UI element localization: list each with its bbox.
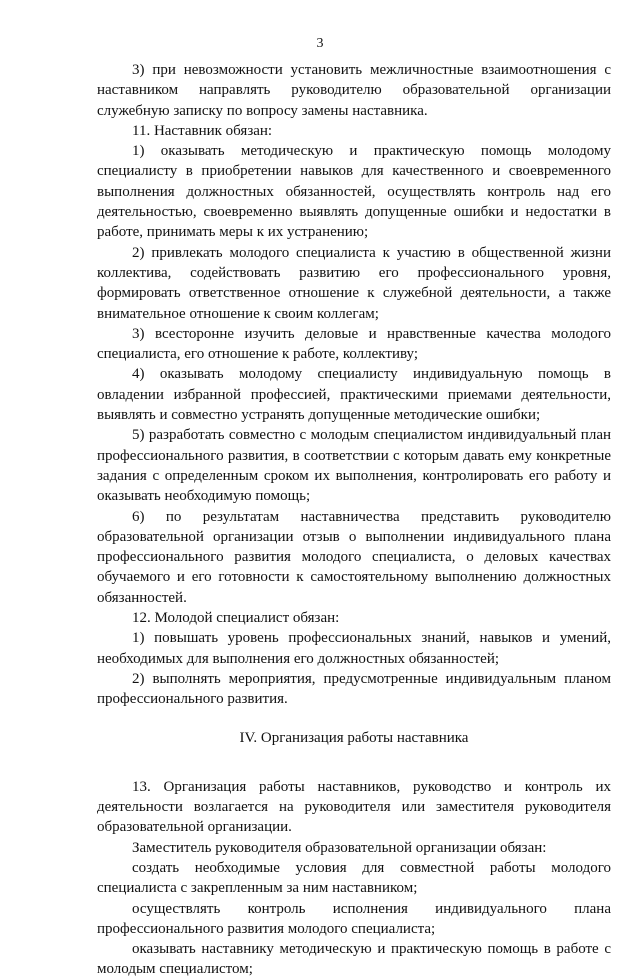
section-heading: IV. Организация работы наставника <box>239 729 469 746</box>
paragraph-11-1: 1) оказывать методическую и практическую помощь молодому специалисту в приобретении навыков для качественного и своевременного выполнения должностных обязанностей, осуществлять контроль над его деятельностью, своевременно выявлять допущенные ошибки и недостатки в работе, принимать меры к их устранению; <box>97 143 611 241</box>
paragraph-12-1: 1) повышать уровень профессиональных знаний, навыков и умений, необходимых для выполнения его должностных обязанностей; <box>97 630 611 667</box>
paragraph-12-heading: 12. Молодой специалист обязан: <box>132 610 340 627</box>
page-number: 3 <box>316 36 324 51</box>
paragraph-11-5: 5) разработать совместно с молодым специалистом индивидуальный план профессионального развития, в соответствии с которым давать ему конкретные задания с определенным сроком их выполнения, контролировать его работу и оказывать необходимую помощь; <box>97 427 611 505</box>
paragraph-12-2: 2) выполнять мероприятия, предусмотренные индивидуальным планом профессионального развития. <box>97 670 611 708</box>
paragraph-3-no-contact: 3) при невозможности установить межличностные взаимоотношения с наставником направлять руководителю образовательной организации служебную записку по вопросу замены наставника. <box>97 62 611 119</box>
paragraph-11-6: 6) по результатам наставничества представить руководителю образовательной организации отзыв о выполнении индивидуального плана профессионального развития молодого специалиста, о деловых качествах обучаемого и его готовности к самостоятельному выполнению должностных обязанностей. <box>97 508 611 606</box>
paragraph-deputy-heading: Заместитель руководителя образовательной организации обязан: <box>132 839 547 856</box>
paragraph-13: 13. Организация работы наставников, руководство и контроль их деятельности возлагается на руководителя или заместителя руководителя образовательной организации. <box>97 778 611 836</box>
paragraph-deputy-1: создать необходимые условия для совместной работы молодого специалиста с закрепленным за ним наставником; <box>97 859 611 897</box>
paragraph-deputy-2: осуществлять контроль исполнения индивидуального плана профессионального развития молодого специалиста; <box>97 900 611 937</box>
paragraph-11-heading: 11. Наставник обязан: <box>132 122 273 139</box>
document-body <box>97 60 611 980</box>
paragraph-11-4: 4) оказывать молодому специалисту индивидуальную помощь в овладении избранной профессией, практическими приемами деятельности, выявлять и совместно устранять допущенные методические ошибки; <box>97 366 611 424</box>
paragraph-11-3: 3) всесторонне изучить деловые и нравственные качества молодого специалиста, его отношение к работе, коллективу; <box>97 325 611 363</box>
paragraph-deputy-3: оказывать наставнику методическую и практическую помощь в работе с молодым специалистом; <box>97 941 611 978</box>
paragraph-11-2: 2) привлекать молодого специалиста к участию в общественной жизни коллектива, содействовать развитию его профессионального уровня, формировать ответственное отношение к служебной деятельности, а также внимательное отношение к своим коллегам; <box>97 244 611 322</box>
